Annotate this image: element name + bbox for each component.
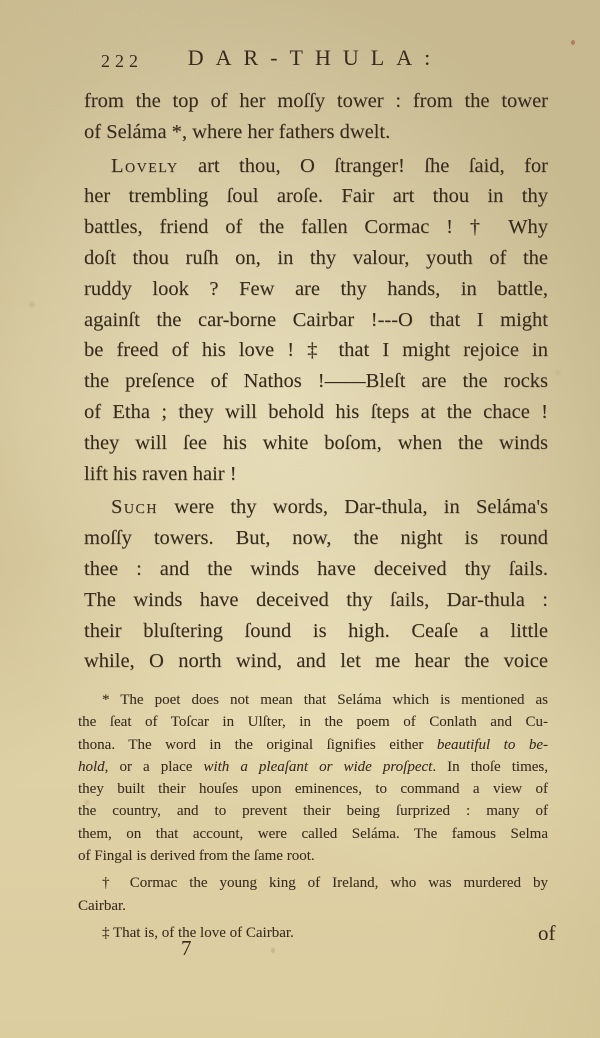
text-line — [84, 646, 548, 677]
paragraph — [84, 86, 548, 148]
text-segment: of Fingal is derived from the ſame root. — [78, 848, 315, 865]
text-segment: doſt thou ruſh on, in thy valour, youth of the — [84, 246, 548, 269]
text-segment: moſſy towers. But, now, the night is round — [84, 527, 548, 550]
text-segment: were thy words, Dar-thula, in Seláma's — [157, 496, 548, 519]
text-line — [84, 616, 548, 647]
text-segment: ‡ That is, of the love of Cairbar. — [102, 924, 294, 941]
text-segment: them, on that account, were called Seláma. The famous Selma — [78, 825, 548, 842]
text-segment: their bluſtering ſound is high. Ceaſe a little — [84, 619, 548, 642]
text-segment: hold — [78, 758, 105, 775]
text-segment: they will ſee his white boſom, when the winds — [84, 431, 548, 454]
text-line — [84, 181, 548, 212]
footnote — [78, 689, 548, 867]
paragraph — [84, 151, 548, 490]
text-line — [78, 895, 548, 917]
text-segment: thee : and the winds have deceived thy ſails. — [84, 557, 548, 580]
text-line — [78, 922, 548, 944]
text-line — [84, 492, 548, 523]
page-number: 222 — [101, 51, 143, 71]
text-line — [84, 585, 548, 616]
text-segment: The winds have deceived thy ſails, Dar-thula : — [84, 588, 548, 611]
text-segment: of Etha ; they will behold his ſteps at the chace ! — [84, 400, 548, 423]
text-line — [84, 151, 548, 182]
text-line — [84, 397, 548, 428]
text-segment: thona. The word in the original ſignifies either — [78, 736, 437, 753]
text-segment: † Cormac the young king of Ireland, who was murdered by — [102, 875, 548, 892]
text-segment: art thou, O ſtranger! ſhe ſaid, for — [178, 154, 548, 177]
footnotes — [78, 689, 548, 944]
text-segment: with a pleaſant or wide proſpect — [203, 758, 433, 775]
text-segment: the preſence of Nathos !——Bleſt are the rocks — [84, 370, 548, 393]
text-line — [78, 711, 548, 733]
text-segment: . In thoſe times, — [432, 758, 548, 775]
text-line — [84, 212, 548, 243]
text-line — [78, 689, 548, 711]
text-line — [78, 823, 548, 845]
text-segment: while, O north wind, and let me hear the voice — [84, 650, 548, 673]
text-line — [84, 523, 548, 554]
text-segment: Such — [111, 496, 158, 519]
text-segment: from the top of her moſſy tower : from the tower — [84, 90, 548, 112]
text-line — [84, 428, 548, 459]
text-segment: , or a place — [104, 758, 204, 775]
text-line — [84, 117, 548, 148]
text-segment: againſt the car-borne Cairbar !---O that I might — [84, 308, 548, 331]
text-segment: the country, and to prevent their being ſurprized : many of — [78, 803, 548, 820]
text-segment: the ſeat of Toſcar in Ulſter, in the poem of Conlath and Cu- — [78, 714, 548, 731]
main-text — [84, 86, 548, 677]
text-line — [84, 554, 548, 585]
text-segment: * The poet does not mean that Seláma which is mentioned as — [102, 692, 548, 708]
text-line — [78, 800, 548, 822]
footnote — [78, 872, 548, 917]
text-line — [84, 274, 548, 305]
text-line — [78, 734, 548, 756]
text-segment: of Seláma *, where her fathers dwelt. — [84, 120, 391, 143]
text-segment: ruddy look ? Few are thy hands, in battle, — [84, 277, 548, 300]
text-line — [84, 305, 548, 336]
text-segment: Lovely — [111, 154, 179, 177]
text-line — [84, 459, 548, 490]
text-line — [84, 243, 548, 274]
text-line — [84, 366, 548, 397]
text-segment: her trembling ſoul aroſe. Fair art thou in thy — [84, 185, 548, 208]
text-segment: they built their houſes upon eminences, to command a view of — [78, 781, 548, 798]
paragraph — [84, 492, 548, 677]
text-segment: battles, friend of the fallen Cormac ! † Why — [84, 216, 548, 239]
footnote — [78, 922, 548, 944]
text-line — [78, 872, 548, 894]
text-line — [78, 845, 548, 867]
signature-mark: 7 — [181, 936, 192, 960]
text-segment: beautiful to be- — [436, 736, 548, 753]
text-segment: be freed of his love ! ‡ that I might rejoice in — [84, 339, 548, 362]
page-title: DAR-THULA: — [187, 45, 443, 70]
catchword: of — [538, 921, 556, 945]
text-line — [84, 86, 548, 117]
text-line — [84, 335, 548, 366]
text-line — [78, 778, 548, 800]
text-segment: lift his raven hair ! — [84, 462, 237, 485]
text-line — [78, 756, 548, 778]
text-segment: Cairbar. — [78, 897, 126, 914]
